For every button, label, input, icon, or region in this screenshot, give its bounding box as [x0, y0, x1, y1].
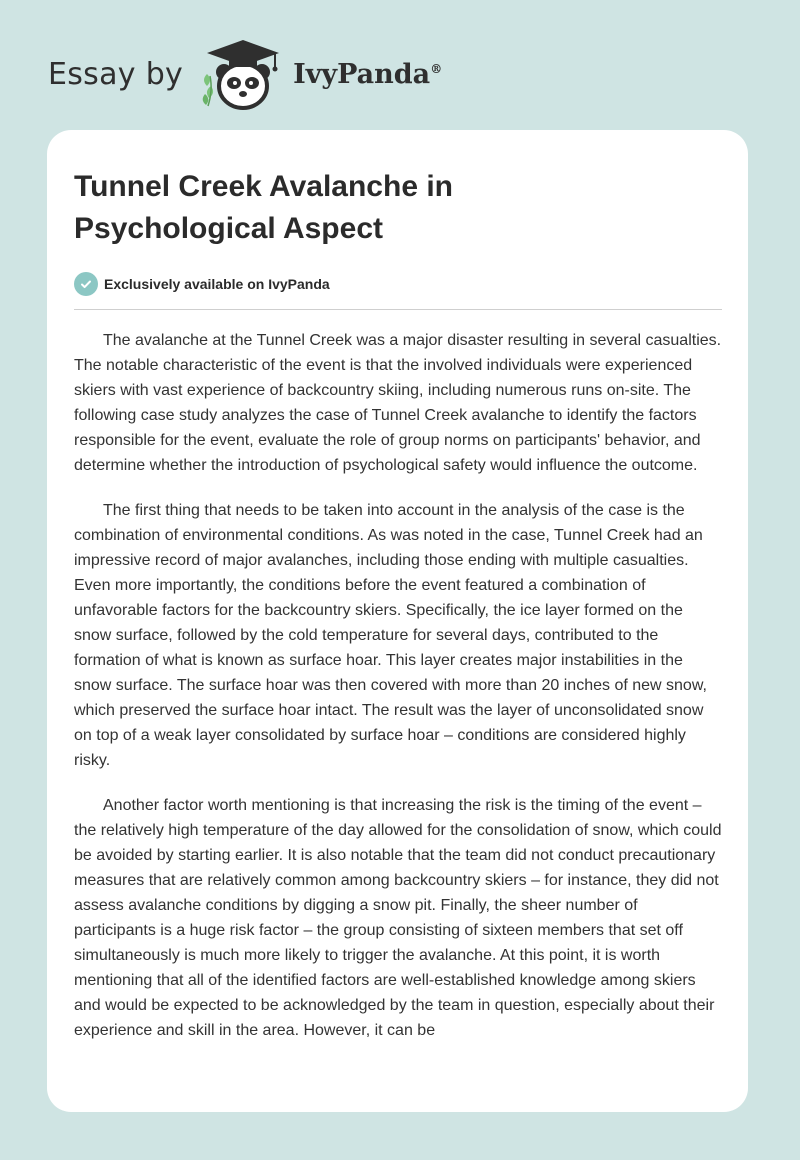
essay-card	[47, 130, 748, 1112]
essay-paragraph: The first thing that needs to be taken into account in the analysis of the case is the combination of environmental conditions. As was noted in the case, Tunnel Creek had an impressive record of major avalanches, including those ending with multiple casualties. Even more importantly, the conditions before the event featured a combination of unfavorable factors for the backcountry skiers. Specifically, the ice layer formed on the snow surface, followed by the cold temperature for several days, contributed to the formation of what is known as surface hoar. This layer creates major instabilities in the snow surface. The surface hoar was then covered with more than 20 inches of new snow, which preserved the surface hoar intact. The result was the layer of unconsolidated snow on top of a weak layer consolidated by surface hoar – conditions are considered highly risky.	[74, 502, 707, 769]
check-icon	[74, 272, 98, 296]
ivypanda-logo-icon[interactable]	[197, 36, 289, 112]
brand-name[interactable]	[293, 59, 442, 90]
page-title: Tunnel Creek Avalanche in Psychological Aspect	[74, 170, 453, 245]
ivy-leaf-icon	[203, 74, 213, 106]
essay-by-label: Essay by	[48, 56, 184, 92]
essay-body	[74, 328, 722, 1043]
essay-paragraph: Another factor worth mentioning is that increasing the risk is the timing of the event – the relatively high temperature of the day allowed for the consolidation of snow, which could be avoided by starting earlier. It is also notable that the team did not conduct precautionary measures that are relatively common among backcountry skiers – for instance, they did not assess avalanche conditions by digging a snow pit. Finally, the sheer number of participants is a huge risk factor – the group consisting of sixteen members that set off simultaneously is much more likely to trigger the avalanche. At this point, it is worth mentioning that all of the identified factors are well-established knowledge among skiers and would be expected to be acknowledged by the team in question, especially about their experience and skill in the area. However, it can be	[74, 797, 722, 1039]
essay-paragraph: The avalanche at the Tunnel Creek was a major disaster resulting in several casualties. The notable characteristic of the event is that the involved individuals were experienced skiers with vast experience of backcountry skiing, including numerous runs on-site. The following case study analyzes the case of Tunnel Creek avalanche to identify the factors responsible for the event, evaluate the role of group norms on participants' behavior, and determine whether the introduction of psychological safety would influence the outcome.	[74, 332, 722, 474]
exclusive-badge	[74, 270, 722, 298]
exclusive-badge-text: Exclusively available on IvyPanda	[104, 276, 330, 292]
site-header	[48, 36, 442, 112]
brand-text: IvyPanda	[293, 58, 431, 90]
registered-mark: ®	[430, 61, 443, 76]
divider	[74, 309, 722, 310]
